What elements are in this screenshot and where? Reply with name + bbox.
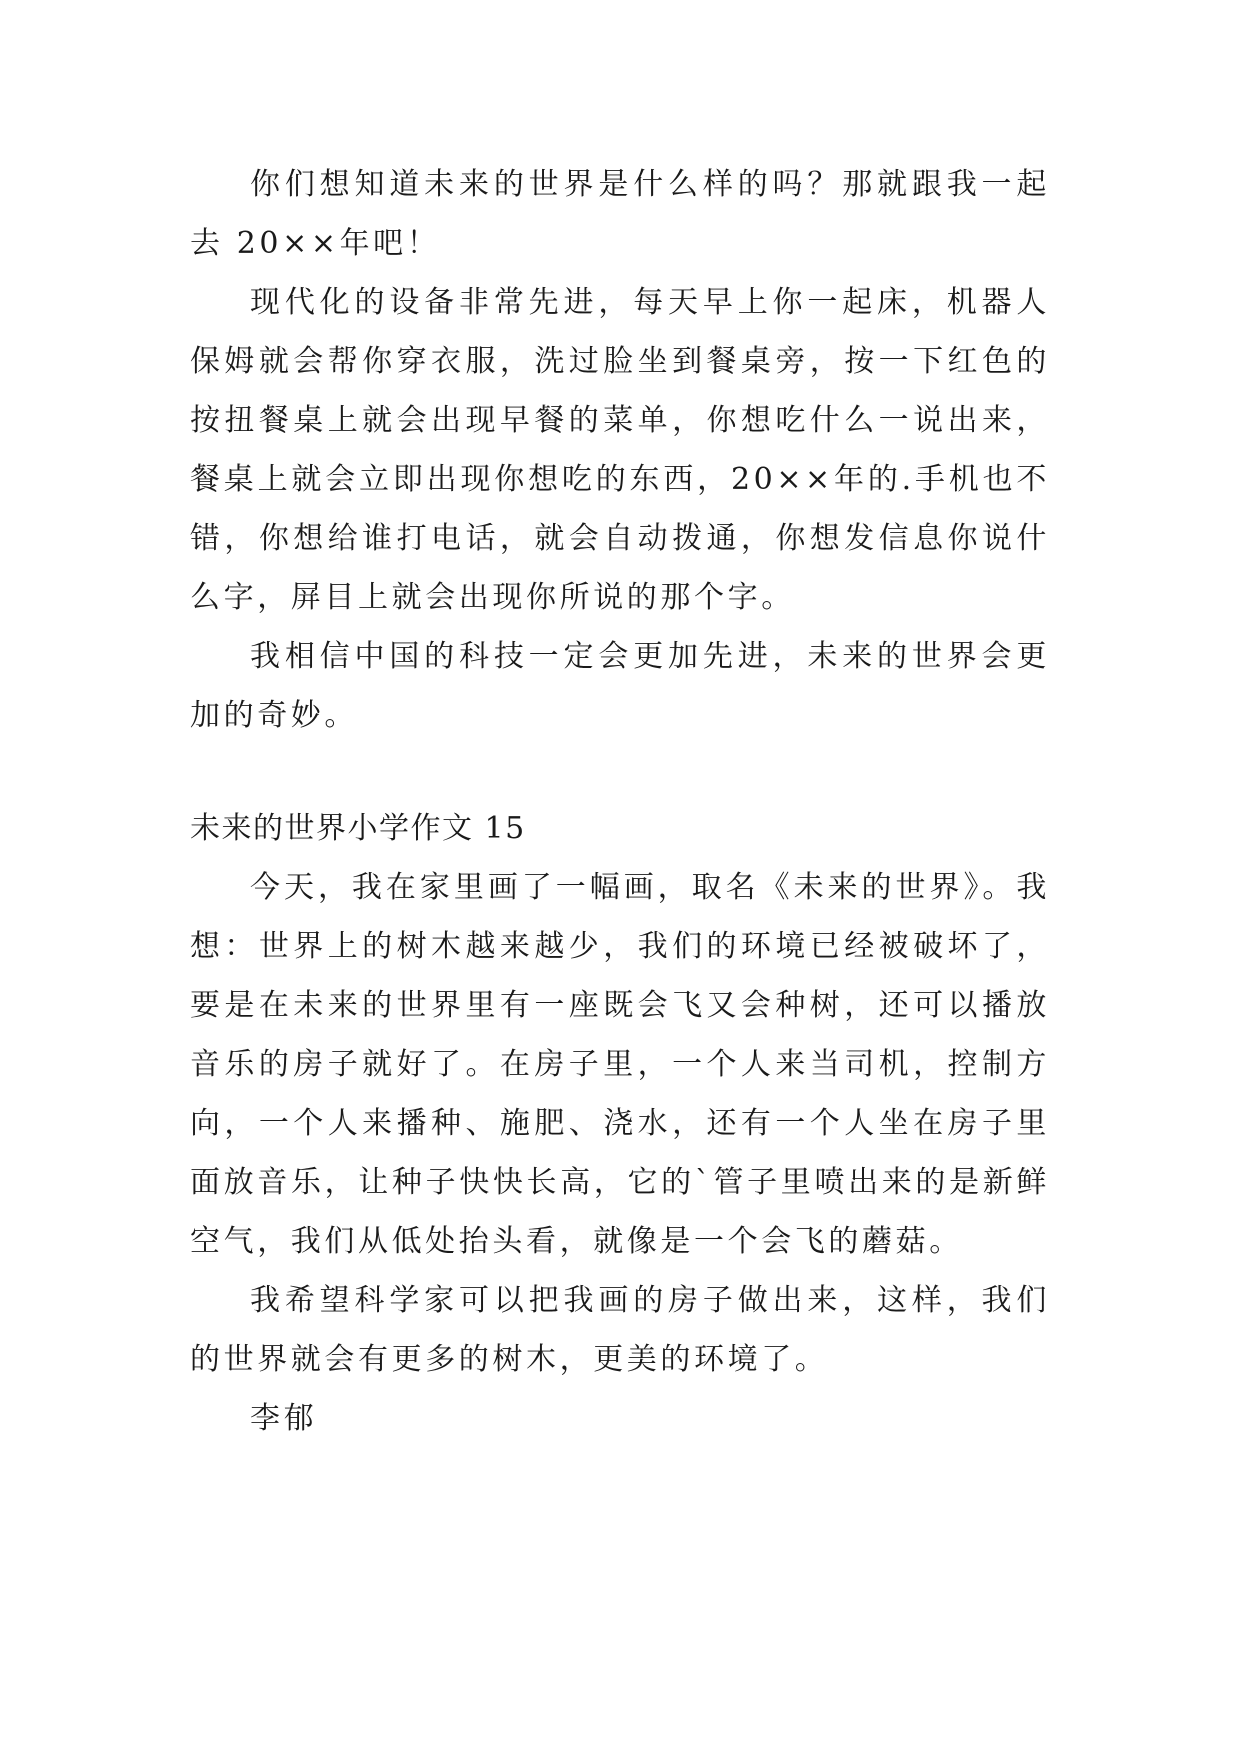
author-name: 李郁 — [250, 1401, 318, 1436]
paragraph-hope: 我希望科学家可以把我画的房子做出来，这样，我们的世界就会有更多的树木，更美的环境了。 — [190, 1283, 1050, 1377]
paragraph-modern-devices: 现代化的设备非常先进，每天早上你一起床，机器人保姆就会帮你穿衣服，洗过脸坐到餐桌旁，按一下红色的按扭餐桌上就会出现早餐的菜单，你想吃什么一说出来，餐桌上就会立即出现你想吃的东西，20××年的.手机也不错，你想给谁打电话，就会自动拨通，你想发信息你说什么字，屏目上就会出现你所说的那个字。 — [190, 285, 1050, 615]
section-title: 未来的世界小学作文 15 — [190, 811, 526, 846]
document-body — [190, 155, 1050, 1448]
paragraph-intro-question: 你们想知道未来的世界是什么样的吗？那就跟我一起去 20××年吧！ — [190, 167, 1050, 261]
paragraph-conclusion: 我相信中国的科技一定会更加先进，未来的世界会更加的奇妙。 — [190, 639, 1050, 733]
paragraph-drawing: 今天，我在家里画了一幅画，取名《未来的世界》。我想：世界上的树木越来越少，我们的环境已经被破坏了，要是在未来的世界里有一座既会飞又会种树，还可以播放音乐的房子就好了。在房子里，一个人来当司机，控制方向，一个人来播种、施肥、浇水，还有一个人坐在房子里面放音乐，让种子快快长高，它的`管子里喷出来的是新鲜空气，我们从低处抬头看，就像是一个会飞的蘑菇。 — [190, 870, 1050, 1259]
